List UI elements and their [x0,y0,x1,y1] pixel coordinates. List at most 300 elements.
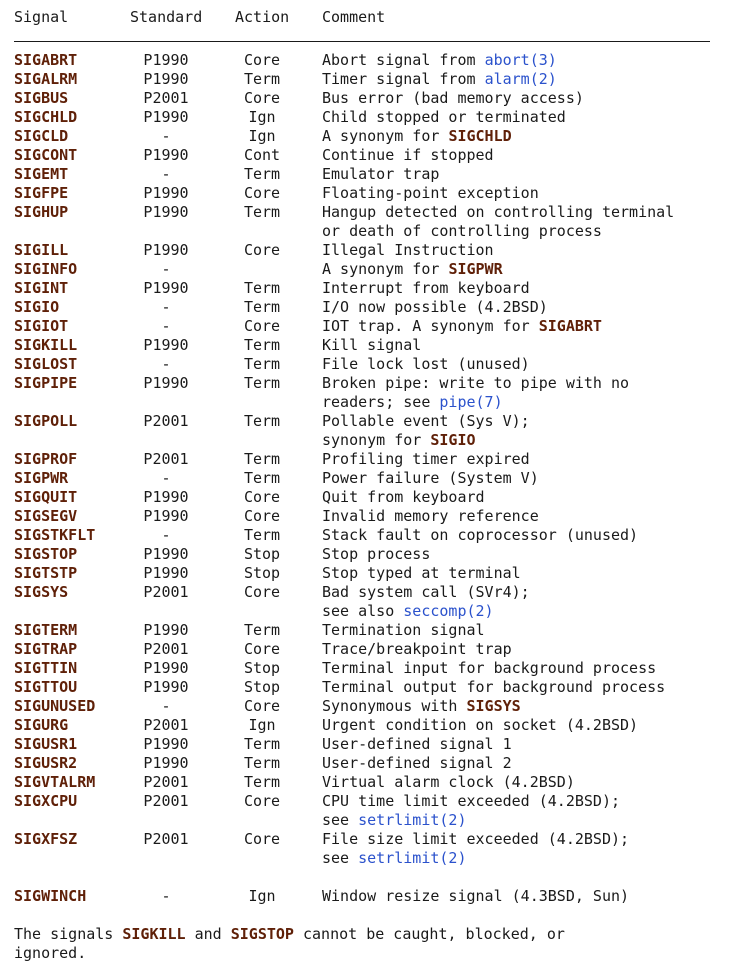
comment-text: or death of controlling process [322,222,602,240]
table-row [14,716,725,735]
comment-text: and [185,925,231,943]
footer-line [14,925,725,944]
comment-line [322,146,725,165]
comment-line [322,754,725,773]
comment-text: I/O now possible (4.2BSD) [322,298,548,316]
comment-text: ignored. [14,944,87,962]
header-action: Action [235,8,290,26]
table-row [14,754,725,773]
comment-line [322,621,725,640]
signal-action: Term [243,279,281,297]
comment-line [322,355,725,374]
comment-line [322,792,725,811]
signal-comment [289,374,725,412]
comment-text: Virtual alarm clock (4.2BSD) [322,773,575,791]
signal-action: Core [243,640,281,658]
signal-action: Core [243,697,281,715]
signal-name: SIGPROF [14,450,78,468]
header-signal: Signal [14,8,69,26]
table-row [14,830,725,868]
comment-line [322,564,725,583]
comment-line [322,127,725,146]
comment-text: Profiling timer expired [322,450,530,468]
signal-comment [289,697,725,716]
table-row [14,241,725,260]
table-row [14,469,725,488]
signal-action: Core [243,241,281,259]
signal-comment [289,887,725,906]
signal-comment [289,412,725,450]
comment-line [322,317,725,336]
comment-text: Stack fault on coprocessor (unused) [322,526,639,544]
signal-action: Ign [248,127,276,145]
comment-text: Urgent condition on socket (4.2BSD) [322,716,639,734]
comment-line [322,108,725,127]
signal-name: SIGILL [14,241,69,259]
table-row [14,260,725,279]
signal-action: Term [243,526,281,544]
table-row [14,89,725,108]
signal-comment [289,735,725,754]
table-row [14,735,725,754]
comment-text: cannot be caught, blocked, or [293,925,565,943]
comment-text: Trace/breakpoint trap [322,640,512,658]
comment-text: Child stopped or terminated [322,108,566,126]
signal-action: Stop [243,545,281,563]
signal-comment [289,621,725,640]
footer-note [14,925,725,963]
comment-line [322,241,725,260]
signal-name: SIGPOLL [14,412,78,430]
signal-comment [289,184,725,203]
table-row [14,165,725,184]
signal-comment [289,488,725,507]
signal-standard: - [161,355,171,373]
signal-name: SIGCHLD [14,108,78,126]
signal-action: Term [243,735,281,753]
signal-name: SIGINFO [14,260,78,278]
signal-comment [289,355,725,374]
comment-text: Pollable event (Sys V); [322,412,530,430]
signal-comment [289,830,725,868]
signal-comment [289,659,725,678]
table-row [14,412,725,450]
comment-line [322,602,725,621]
signal-name: SIGEMT [14,165,69,183]
comment-line [322,811,725,830]
signal-standard: P1990 [143,545,189,563]
signal-comment [289,773,725,792]
signal-action: Term [243,412,281,430]
comment-text: Termination signal [322,621,485,639]
comment-text: Abort signal from [322,51,485,69]
comment-line [322,89,725,108]
signal-standard: P2001 [143,450,189,468]
signal-name: SIGABRT [14,51,78,69]
header-standard: Standard [130,8,203,26]
man-page-link[interactable]: setrlimit(2) [358,849,467,867]
signal-name: SIGTTOU [14,678,78,696]
comment-text: File lock lost (unused) [322,355,530,373]
signal-name: SIGHUP [14,203,69,221]
signal-name: SIGLOST [14,355,78,373]
signal-name: SIGQUIT [14,488,78,506]
comment-text: synonym for [322,431,431,449]
signal-comment [289,279,725,298]
signal-action: Ign [248,716,276,734]
table-row [14,146,725,165]
signal-name: SIGXCPU [14,792,78,810]
signal-comment [289,298,725,317]
table-row [14,507,725,526]
signal-comment [289,203,725,241]
table-row [14,545,725,564]
signal-standard: - [161,298,171,316]
comment-line [322,849,725,868]
signal-name: SIGPIPE [14,374,78,392]
signal-action: Term [243,298,281,316]
signal-comment [289,70,725,89]
signal-comment [289,146,725,165]
signal-action: Term [243,469,281,487]
comment-text: Quit from keyboard [322,488,485,506]
signal-name: SIGWINCH [14,887,87,905]
signal-standard: P2001 [143,640,189,658]
comment-line [322,431,725,450]
man-page-link[interactable]: setrlimit(2) [358,811,467,829]
signal-standard: P2001 [143,830,189,848]
signal-standard: - [161,317,171,335]
table-row [14,621,725,640]
signal-comment [289,640,725,659]
comment-line [322,412,725,431]
signal-comment [289,241,725,260]
signal-name: SIGPWR [14,469,69,487]
signal-comment [289,51,725,70]
signal-standard: - [161,127,171,145]
signal-action: Term [243,165,281,183]
signal-action: Term [243,336,281,354]
comment-text: CPU time limit exceeded (4.2BSD); [322,792,621,810]
signal-standard: P1990 [143,279,189,297]
comment-text: Window resize signal (4.3BSD, Sun) [322,887,630,905]
man-page-link[interactable]: pipe(7) [439,393,503,411]
signal-action: Term [243,374,281,392]
comment-line [322,469,725,488]
man-page-link[interactable]: seccomp(2) [403,602,494,620]
signal-action: Core [243,488,281,506]
comment-text: Bad system call (SVr4); [322,583,530,601]
table-row [14,374,725,412]
signal-standard: P2001 [143,716,189,734]
comment-line [322,70,725,89]
comment-line [322,374,725,393]
comment-text: Terminal output for background process [322,678,666,696]
table-row [14,678,725,697]
signal-name: SIGSYS [14,583,69,601]
comment-line [322,716,725,735]
comment-text: see also [322,602,404,620]
signal-standard: P1990 [143,659,189,677]
comment-line [322,450,725,469]
table-row [14,488,725,507]
signal-comment [289,89,725,108]
comment-line [322,393,725,412]
signal-action: Core [243,89,281,107]
comment-line [322,507,725,526]
signal-table-body [14,51,725,906]
signal-comment [289,469,725,488]
signal-standard: P1990 [143,108,189,126]
table-row [14,659,725,678]
table-row [14,773,725,792]
signal-comment [289,792,725,830]
signal-name: SIGTERM [14,621,78,639]
signal-comment [289,260,725,279]
signal-standard: P2001 [143,412,189,430]
comment-text: Stop process [322,545,431,563]
signal-reference: SIGABRT [538,317,602,335]
signal-comment [289,564,725,583]
signal-action: Term [243,773,281,791]
signal-comment [289,583,725,621]
comment-line [322,260,725,279]
comment-text: see [322,811,359,829]
table-row [14,355,725,374]
signal-comment [289,507,725,526]
comment-line [322,51,725,70]
comment-line [322,887,725,906]
signal-standard: - [161,260,171,278]
signal-name: SIGUSR1 [14,735,78,753]
signal-action: Term [243,754,281,772]
signal-standard: P1990 [143,735,189,753]
signal-action: Core [243,317,281,335]
comment-line [322,526,725,545]
signal-action: Ign [248,887,276,905]
signal-standard: P1990 [143,70,189,88]
signal-action: Stop [243,659,281,677]
comment-text: see [322,849,359,867]
signal-name: SIGSTKFLT [14,526,96,544]
footer-line [14,944,725,963]
table-row [14,203,725,241]
signal-name: SIGXFSZ [14,830,78,848]
signal-name: SIGVTALRM [14,773,96,791]
signal-standard: P2001 [143,89,189,107]
comment-line [322,184,725,203]
table-row [14,127,725,146]
signal-standard: P2001 [143,773,189,791]
signal-comment [289,716,725,735]
comment-text: Hangup detected on controlling terminal [322,203,675,221]
signal-reference: SIGKILL [122,925,186,943]
signal-comment [289,450,725,469]
signal-comment [289,108,725,127]
comment-line [322,659,725,678]
signal-name: SIGKILL [14,336,78,354]
comment-line [322,830,725,849]
signal-name: SIGUNUSED [14,697,96,715]
signal-comment [289,336,725,355]
table-row [14,70,725,89]
signal-name: SIGUSR2 [14,754,78,772]
comment-line [322,583,725,602]
comment-text: Terminal input for background process [322,659,657,677]
signal-action: Core [243,830,281,848]
signal-comment [289,545,725,564]
comment-text: Invalid memory reference [322,507,539,525]
comment-text: Stop typed at terminal [322,564,521,582]
signal-standard: P1990 [143,336,189,354]
signal-name: SIGTRAP [14,640,78,658]
signal-reference: SIGCHLD [448,127,512,145]
table-row [14,279,725,298]
comment-text: Bus error (bad memory access) [322,89,584,107]
signal-standard: - [161,165,171,183]
comment-line [322,222,725,241]
signal-action: Stop [243,678,281,696]
signal-reference: SIGIO [430,431,476,449]
comment-text: Emulator trap [322,165,440,183]
comment-text: File size limit exceeded (4.2BSD); [322,830,630,848]
comment-text: Kill signal [322,336,422,354]
signal-standard: - [161,526,171,544]
comment-text: Floating-point exception [322,184,539,202]
signal-standard: - [161,887,171,905]
signal-standard: P1990 [143,146,189,164]
signal-standard: P1990 [143,678,189,696]
signal-name: SIGIO [14,298,60,316]
signal-action: Core [243,51,281,69]
signal-name: SIGCLD [14,127,69,145]
table-row [14,564,725,583]
signal-comment [289,526,725,545]
comment-line [322,298,725,317]
comment-text: Timer signal from [322,70,485,88]
table-row [14,583,725,621]
signal-name: SIGALRM [14,70,78,88]
signal-standard: P1990 [143,184,189,202]
table-row [14,317,725,336]
table-row [14,697,725,716]
signal-standard: P1990 [143,203,189,221]
comment-text: A synonym for [322,260,449,278]
comment-text: A synonym for [322,127,449,145]
table-row [14,298,725,317]
signal-reference: SIGPWR [448,260,503,278]
comment-text: IOT trap. A synonym for [322,317,539,335]
signal-action: Term [243,203,281,221]
comment-line [322,279,725,298]
comment-text: User-defined signal 2 [322,754,512,772]
man-page-link[interactable]: alarm(2) [484,70,557,88]
signal-comment [289,678,725,697]
table-row [14,450,725,469]
signal-name: SIGFPE [14,184,69,202]
table-row [14,887,725,906]
signal-action: Cont [243,146,281,164]
signal-standard: P1990 [143,241,189,259]
comment-line [322,640,725,659]
table-row [14,336,725,355]
table-header [14,8,725,27]
signal-name: SIGCONT [14,146,78,164]
comment-line [322,336,725,355]
signal-action: Term [243,70,281,88]
signal-action: Ign [248,108,276,126]
comment-text: Synonymous with [322,697,467,715]
man-page-link[interactable]: abort(3) [484,51,557,69]
signal-standard: P1990 [143,507,189,525]
signal-name: SIGURG [14,716,69,734]
table-row [14,184,725,203]
signal-reference: SIGSTOP [230,925,294,943]
comment-text: Power failure (System V) [322,469,539,487]
signal-name: SIGIOT [14,317,69,335]
comment-line [322,165,725,184]
comment-text: The signals [14,925,123,943]
signal-standard: - [161,697,171,715]
header-rule [14,41,710,42]
signal-reference: SIGSYS [466,697,521,715]
signal-action: Term [243,621,281,639]
comment-text: User-defined signal 1 [322,735,512,753]
signal-comment [289,754,725,773]
comment-text: Interrupt from keyboard [322,279,530,297]
signal-standard: P2001 [143,792,189,810]
signal-standard: P1990 [143,488,189,506]
comment-text: readers; see [322,393,440,411]
signal-standard: P1990 [143,754,189,772]
table-row [14,526,725,545]
table-row [14,792,725,830]
comment-line [322,735,725,754]
signal-name: SIGSTOP [14,545,78,563]
signal-standard: P1990 [143,621,189,639]
comment-text: Continue if stopped [322,146,494,164]
signal-action: Term [243,355,281,373]
signal-action: Stop [243,564,281,582]
table-row [14,640,725,659]
comment-line [322,203,725,222]
comment-line [322,678,725,697]
signal-action: Core [243,507,281,525]
signal-comment [289,127,725,146]
signal-name: SIGINT [14,279,69,297]
signal-name: SIGTSTP [14,564,78,582]
signal-standard: P1990 [143,51,189,69]
comment-text: Illegal Instruction [322,241,494,259]
signal-name: SIGBUS [14,89,69,107]
signal-standard: - [161,469,171,487]
signal-name: SIGSEGV [14,507,78,525]
signal-standard: P1990 [143,564,189,582]
comment-text: Broken pipe: write to pipe with no [322,374,630,392]
comment-line [322,488,725,507]
signal-name: SIGTTIN [14,659,78,677]
signal-action: Core [243,792,281,810]
table-row [14,51,725,70]
signal-action: Core [243,184,281,202]
comment-line [322,545,725,564]
signal-comment [289,317,725,336]
signal-action: Core [243,583,281,601]
table-row [14,108,725,127]
comment-line [322,773,725,792]
signal-comment [289,165,725,184]
comment-line [322,697,725,716]
